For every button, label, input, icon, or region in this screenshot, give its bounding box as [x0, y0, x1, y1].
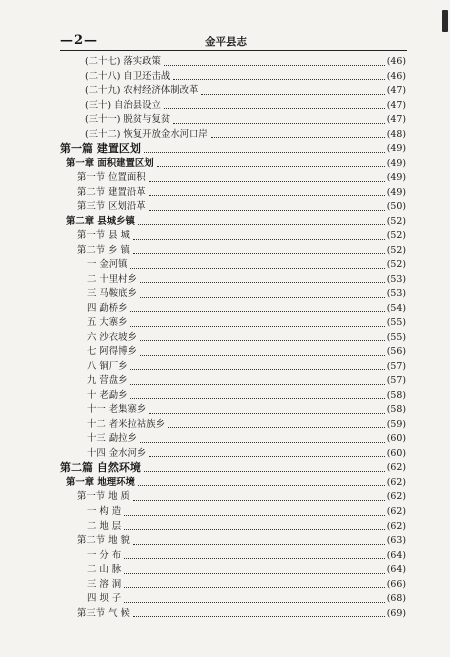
toc-entry-label: 五 大寨乡: [87, 317, 128, 329]
toc-entry-page: (60): [386, 447, 406, 459]
dot-leader: [130, 311, 384, 312]
toc-entry-page: (64): [386, 564, 406, 576]
dot-leader: [133, 544, 385, 545]
running-title: 金平县志: [205, 36, 247, 48]
toc-entry-page: (52): [386, 244, 406, 256]
toc-entry-sub: [0, 505, 450, 520]
page-number: —2—: [60, 33, 99, 48]
toc-entry-label: 第二节 地 貌: [77, 535, 130, 547]
toc-entry-sub: [0, 563, 450, 578]
toc-entry-page: (49): [386, 172, 406, 184]
dot-leader: [138, 224, 385, 225]
toc-entry-sub: [0, 403, 450, 418]
toc-entry-page: (58): [386, 404, 406, 416]
toc-entry-chapter: [0, 476, 450, 491]
dot-leader: [130, 384, 384, 385]
toc-entry-label: 第一章 面积建置区划: [66, 157, 154, 169]
toc-entry-sub: [0, 258, 450, 273]
toc-entry-part: [0, 142, 450, 157]
toc-entry-sub: [0, 578, 450, 593]
dot-leader: [130, 398, 384, 399]
toc-entry-page: (58): [386, 389, 406, 401]
edge-mark: [442, 10, 448, 32]
toc-entry-sub: [0, 360, 450, 375]
dot-leader: [164, 108, 385, 109]
toc-entry-page: (59): [386, 418, 406, 430]
dot-leader: [138, 485, 385, 486]
toc-entry-label: 三 马鞍底乡: [87, 288, 137, 300]
toc-entry-label: 第二节 乡 镇: [77, 244, 130, 256]
toc-entry-sub: [0, 302, 450, 317]
dot-leader: [149, 413, 385, 414]
toc-entry-label: 第一篇 建置区划: [60, 142, 141, 156]
toc-entry-page: (52): [386, 259, 406, 271]
toc-entry-sub: [0, 432, 450, 447]
dot-leader: [173, 79, 384, 80]
table-of-contents: [0, 55, 450, 621]
toc-entry-section: [0, 534, 450, 549]
toc-entry-page: (62): [386, 520, 406, 532]
dot-leader: [130, 326, 384, 327]
toc-entry-label: 第三节 区划沿革: [77, 201, 146, 213]
toc-entry-page: (47): [386, 85, 406, 97]
toc-entry-item: [0, 99, 450, 114]
toc-entry-label: (三十一) 脱贫与复贫: [85, 114, 171, 126]
toc-entry-sub: [0, 520, 450, 535]
toc-entry-section: [0, 244, 450, 259]
dot-leader: [124, 602, 385, 603]
toc-entry-label: 八 铜厂乡: [87, 360, 128, 372]
dot-leader: [149, 181, 385, 182]
toc-entry-page: (52): [386, 215, 406, 227]
toc-entry-section: [0, 171, 450, 186]
toc-entry-label: 四 勐桥乡: [87, 302, 128, 314]
toc-entry-page: (49): [386, 143, 406, 155]
toc-entry-label: 第二节 建置沿革: [77, 186, 146, 198]
dot-leader: [124, 515, 385, 516]
toc-entry-label: 十一 老集寨乡: [87, 404, 147, 416]
toc-entry-page: (53): [386, 288, 406, 300]
toc-entry-label: 十二 者米拉祜族乡: [87, 418, 165, 430]
dot-leader: [149, 456, 385, 457]
toc-entry-page: (55): [386, 331, 406, 343]
toc-entry-label: (二十八) 自卫还击战: [85, 70, 171, 82]
toc-entry-sub: [0, 345, 450, 360]
toc-entry-page: (57): [386, 375, 406, 387]
dot-leader: [140, 340, 385, 341]
toc-entry-page: (56): [386, 346, 406, 358]
dot-leader: [144, 152, 385, 153]
dot-leader: [211, 137, 385, 138]
toc-entry-label: 四 坝 子: [87, 593, 122, 605]
toc-entry-sub: [0, 287, 450, 302]
dot-leader: [124, 558, 385, 559]
dot-leader: [149, 210, 385, 211]
toc-entry-label: 六 沙衣坡乡: [87, 331, 137, 343]
dot-leader: [130, 268, 384, 269]
toc-entry-section: [0, 186, 450, 201]
toc-entry-label: 七 阿得博乡: [87, 346, 137, 358]
toc-entry-page: (52): [386, 230, 406, 242]
toc-entry-label: 第三节 气 候: [77, 607, 130, 619]
dot-leader: [140, 355, 385, 356]
dot-leader: [168, 427, 385, 428]
toc-entry-page: (64): [386, 549, 406, 561]
toc-entry-chapter: [0, 215, 450, 230]
toc-entry-page: (68): [386, 593, 406, 605]
toc-entry-label: 九 营盘乡: [87, 375, 128, 387]
toc-entry-label: 二 山 脉: [87, 564, 122, 576]
dot-leader: [140, 282, 385, 283]
toc-entry-page: (62): [386, 462, 406, 474]
toc-entry-page: (50): [386, 201, 406, 213]
toc-entry-label: 第一章 地理环境: [66, 476, 135, 488]
toc-entry-section: [0, 607, 450, 622]
dot-leader: [133, 239, 385, 240]
toc-entry-page: (54): [386, 302, 406, 314]
dot-leader: [149, 195, 385, 196]
toc-entry-page: (49): [386, 157, 406, 169]
toc-entry-item: [0, 128, 450, 143]
dot-leader: [164, 65, 385, 66]
toc-entry-label: (三十二) 恢复开放金水河口岸: [85, 128, 208, 140]
toc-entry-label: 三 溶 洞: [87, 578, 122, 590]
dot-leader: [124, 573, 385, 574]
toc-entry-sub: [0, 374, 450, 389]
toc-entry-label: (二十七) 落实政策: [85, 56, 161, 67]
dot-leader: [124, 587, 385, 588]
toc-entry-item: [0, 70, 450, 85]
toc-entry-item: [0, 113, 450, 128]
toc-entry-sub: [0, 592, 450, 607]
dot-leader: [140, 297, 385, 298]
toc-entry-page: (48): [386, 128, 406, 140]
toc-entry-label: 一 分 布: [87, 549, 122, 561]
toc-entry-section: [0, 200, 450, 215]
toc-entry-label: 第一节 县 城: [77, 230, 130, 242]
toc-entry-sub: [0, 316, 450, 331]
toc-entry-label: 十 老勐乡: [87, 389, 128, 401]
toc-entry-label: 一 构 造: [87, 505, 122, 517]
page-header: [60, 33, 405, 51]
toc-entry-label: 二 地 层: [87, 520, 122, 532]
toc-entry-label: 十四 金水河乡: [87, 447, 147, 459]
toc-entry-page: (46): [386, 70, 406, 82]
dot-leader: [130, 369, 384, 370]
toc-entry-label: (二十九) 农村经济体制改革: [85, 85, 199, 97]
toc-entry-sub: [0, 389, 450, 404]
toc-entry-page: (60): [386, 433, 406, 445]
toc-entry-page: (55): [386, 317, 406, 329]
toc-entry-chapter: [0, 157, 450, 172]
toc-entry-section: [0, 490, 450, 505]
toc-entry-label: 第二篇 自然环境: [60, 461, 141, 475]
toc-entry-page: (57): [386, 360, 406, 372]
dot-leader: [157, 166, 385, 167]
dot-leader: [173, 123, 384, 124]
toc-entry-page: (47): [386, 114, 406, 126]
toc-entry-page: (49): [386, 186, 406, 198]
toc-entry-item: [0, 55, 450, 70]
toc-entry-page: (62): [386, 476, 406, 488]
header-rule: [60, 50, 407, 51]
toc-entry-page: (69): [386, 607, 406, 619]
dot-leader: [144, 471, 385, 472]
dot-leader: [140, 442, 385, 443]
toc-entry-part: [0, 461, 450, 476]
toc-entry-label: 第二章 县城乡镇: [66, 215, 135, 227]
toc-entry-page: (63): [386, 535, 406, 547]
dot-leader: [133, 616, 385, 617]
toc-entry-page: (46): [386, 56, 406, 67]
toc-entry-label: 第一节 位置面积: [77, 172, 146, 184]
dot-leader: [133, 253, 385, 254]
toc-entry-sub: [0, 418, 450, 433]
toc-entry-section: [0, 229, 450, 244]
dot-leader: [133, 500, 385, 501]
toc-entry-page: (53): [386, 273, 406, 285]
toc-entry-label: 二 十里村乡: [87, 273, 137, 285]
toc-entry-page: (62): [386, 505, 406, 517]
toc-entry-label: 第一节 地 质: [77, 491, 130, 503]
toc-entry-sub: [0, 331, 450, 346]
toc-entry-label: (三十) 自治县设立: [85, 99, 161, 111]
toc-entry-label: 十三 勐拉乡: [87, 433, 137, 445]
toc-entry-page: (47): [386, 99, 406, 111]
toc-entry-label: 一 金河镇: [87, 259, 128, 271]
toc-entry-page: (62): [386, 491, 406, 503]
dot-leader: [201, 94, 384, 95]
toc-entry-sub: [0, 447, 450, 462]
dot-leader: [124, 529, 385, 530]
toc-entry-sub: [0, 549, 450, 564]
toc-entry-sub: [0, 273, 450, 288]
toc-entry-item: [0, 84, 450, 99]
toc-entry-page: (66): [386, 578, 406, 590]
